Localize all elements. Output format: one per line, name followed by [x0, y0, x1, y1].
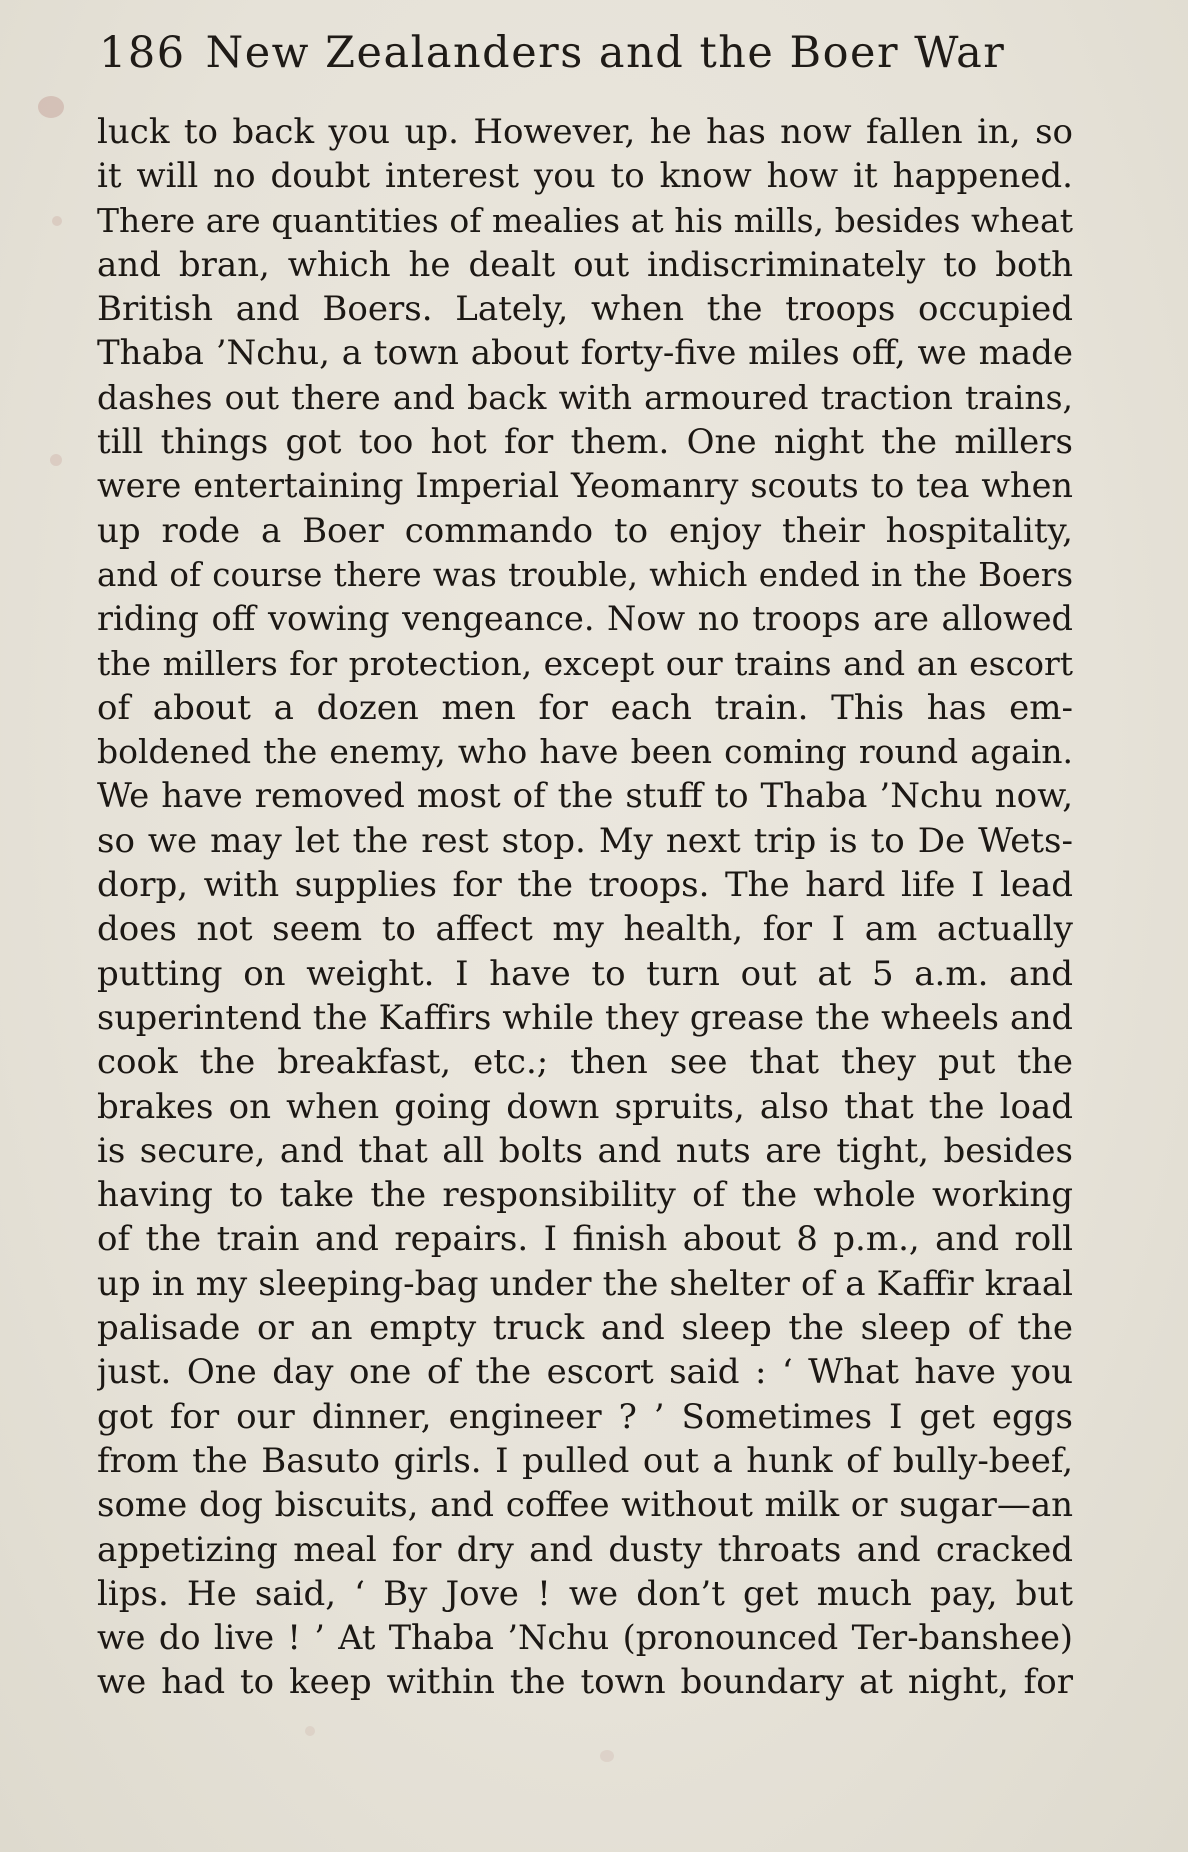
text-line: and bran, which he dealt out indiscriminately to both	[97, 244, 1073, 285]
text-line: appetizing meal for dry and dusty throats and cracked	[97, 1529, 1073, 1570]
text-line: is secure, and that all bolts and nuts are tight, besides	[97, 1130, 1073, 1171]
text-line: dorp, with supplies for the troops. The hard life I lead	[97, 865, 1073, 906]
text-line: were entertaining Imperial Yeomanry scouts to tea when	[97, 466, 1073, 506]
running-header	[99, 28, 1005, 78]
text-line: of about a dozen men for each train. This has em-	[97, 687, 1073, 728]
running-title: New Zealanders and the Boer War	[205, 28, 1006, 78]
text-line: and of course there was trouble, which ended in the Boers	[97, 555, 1073, 594]
foxing-stain	[50, 454, 62, 466]
foxing-stain	[38, 96, 64, 118]
text-line: so we may let the rest stop. My next trip is to De Wets-	[97, 820, 1073, 861]
page-number: 186	[99, 28, 186, 78]
text-line: boldened the enemy, who have been coming round again.	[97, 732, 1073, 772]
text-line: lips. He said, ‘ By Jove ! we don’t get much pay, but	[97, 1573, 1073, 1614]
foxing-stain	[600, 1750, 614, 1762]
text-line: having to take the responsibility of the whole working	[97, 1175, 1073, 1216]
text-line: just. One day one of the escort said : ‘ What have you	[97, 1352, 1073, 1393]
text-line: up rode a Boer commando to enjoy their hospitality,	[97, 510, 1073, 551]
text-line: There are quantities of mealies at his mills, besides wheat	[97, 200, 1073, 240]
text-line: up in my sleeping-bag under the shelter of a Kaffir kraal	[97, 1263, 1073, 1304]
text-line: got for our dinner, engineer ? ’ Sometimes I get eggs	[97, 1396, 1073, 1437]
text-line: the millers for protection, except our trains and an escort	[97, 643, 1073, 683]
text-line: we do live ! ’ At Thaba ’Nchu (pronounced Ter-banshee)	[97, 1618, 1073, 1658]
text-line: dashes out there and back with armoured traction trains,	[97, 377, 1073, 417]
text-line: We have removed most of the stuff to Thaba ’Nchu now,	[97, 776, 1073, 817]
text-line: some dog biscuits, and coffee without milk or sugar—an	[97, 1485, 1073, 1526]
text-line: of the train and repairs. I finish about 8 p.m., and roll	[97, 1219, 1073, 1260]
text-line: luck to back you up. However, he has now fallen in, so	[97, 112, 1073, 152]
text-line: riding off vowing vengeance. Now no troops are allowed	[97, 599, 1073, 639]
text-line: putting on weight. I have to turn out at 5 a.m. and	[97, 953, 1073, 994]
text-line: palisade or an empty truck and sleep the sleep of the	[97, 1308, 1073, 1349]
foxing-stain	[52, 216, 62, 226]
text-line: brakes on when going down spruits, also that the load	[97, 1086, 1073, 1127]
text-line: from the Basuto girls. I pulled out a hunk of bully-beef,	[97, 1440, 1073, 1481]
text-line: does not seem to affect my health, for I am actually	[97, 909, 1073, 950]
text-line: till things got too hot for them. One night the millers	[97, 422, 1073, 463]
text-line: Thaba ’Nchu, a town about forty-five miles off, we made	[97, 333, 1073, 374]
text-line: cook the breakfast, etc.; then see that they put the	[97, 1042, 1073, 1083]
body-text	[97, 110, 1073, 1705]
text-line: we had to keep within the town boundary at night, for	[97, 1662, 1073, 1703]
text-line: it will no doubt interest you to know how it happened.	[97, 156, 1073, 197]
text-line: British and Boers. Lately, when the troops occupied	[97, 289, 1073, 330]
foxing-stain	[305, 1726, 315, 1736]
text-line: superintend the Kaffirs while they grease the wheels and	[97, 997, 1073, 1037]
